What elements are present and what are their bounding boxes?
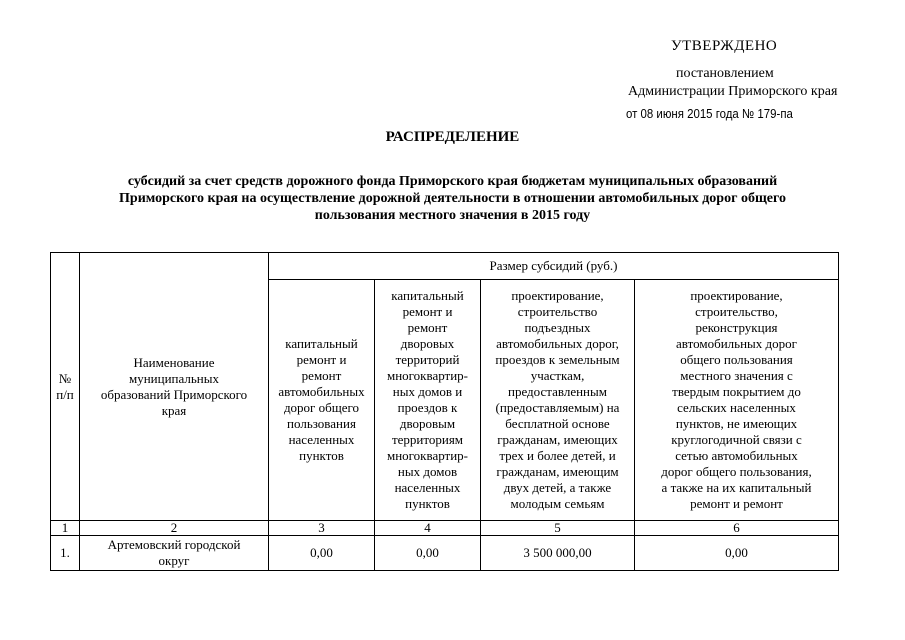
column-number: 5 [481, 521, 635, 536]
row-value-access-roads: 3 500 000,00 [481, 536, 635, 571]
header-subsidy-group: Размер субсидий (руб.) [269, 253, 839, 280]
row-value-rural-roads: 0,00 [635, 536, 839, 571]
decree-date-number: от 08 июня 2015 года № 179-па [626, 106, 793, 121]
header-yard-repair: капитальный ремонт и ремонт дворовых территорий многоквартир- ных домов и проездов к дворовым территориям многоквартир- ных домов населенных пунктов [375, 280, 481, 521]
header-road-repair: капитальный ремонт и ремонт автомобильных дорог общего пользования населенных пунктов [269, 280, 375, 521]
column-number: 4 [375, 521, 481, 536]
header-municipality: Наименование муниципальных образований Приморского края [80, 253, 269, 521]
column-number: 3 [269, 521, 375, 536]
column-number: 6 [635, 521, 839, 536]
column-number: 1 [51, 521, 80, 536]
table-row [51, 536, 839, 571]
row-municipality: Артемовский городской округ [80, 536, 269, 571]
document-title [0, 129, 905, 146]
row-value-road-repair: 0,00 [269, 536, 375, 571]
subsidy-table [50, 252, 839, 571]
decree-authority: Администрации Приморского края [628, 84, 838, 99]
header-access-roads: проектирование, строительство подъездных автомобильных дорог, проездов к земельным участкам, предоставленным (предоставляемым) на бесплатной основе гражданам, имеющих трех и более детей, и гражданам, имеющим двух детей, а также молодым семьям [481, 280, 635, 521]
column-number: 2 [80, 521, 269, 536]
row-number: 1. [51, 536, 80, 571]
document-title-text: РАСПРЕДЕЛЕНИЕ [385, 129, 520, 145]
document-subtitle: субсидий за счет средств дорожного фонда Приморского края бюджетам муниципальных образований Приморского края на осуществление дорожной деятельности в отношении автомобильных дорог общего пользования местного значения в 2015 году [119, 174, 786, 223]
row-value-yard-repair: 0,00 [375, 536, 481, 571]
approval-stamp-title: УТВЕРЖДЕНО [671, 38, 778, 54]
header-number: № п/п [51, 253, 80, 521]
column-numbering-row [51, 521, 839, 536]
table-header-row [51, 253, 839, 280]
header-rural-roads: проектирование, строительство, реконструкция автомобильных дорог общего пользования местного значения с твердым покрытием до сельских населенных пунктов, не имеющих круглогодичной связи с сетью автомобильных дорог общего пользования, а также на их капитальный ремонт и ремонт [635, 280, 839, 521]
decree-caption: постановлением [676, 66, 774, 81]
